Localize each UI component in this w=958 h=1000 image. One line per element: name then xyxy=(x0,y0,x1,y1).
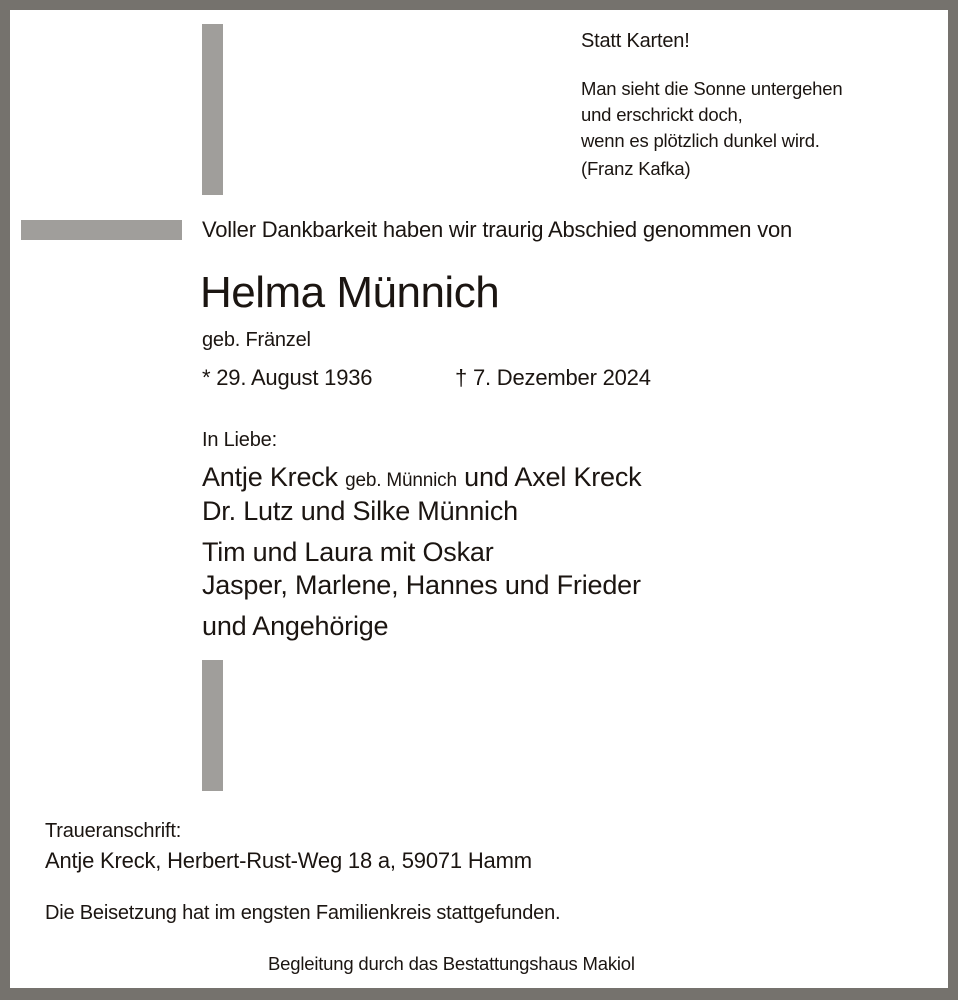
death-date: † 7. Dezember 2024 xyxy=(455,365,651,390)
mourner-line: Jasper, Marlene, Hannes und Frieder xyxy=(202,570,641,600)
address-label: Traueranschrift: xyxy=(45,820,182,842)
burial-note: Die Beisetzung hat im engsten Familienkreis stattgefunden. xyxy=(45,902,561,924)
maiden-name: geb. Fränzel xyxy=(202,329,311,351)
cross-top-bar xyxy=(202,24,223,195)
quote-author: (Franz Kafka) xyxy=(581,158,691,179)
mourner-line: Tim und Laura mit Oskar xyxy=(202,537,494,567)
mourner-maiden-name: geb. Münnich xyxy=(345,470,457,491)
mourner-name: und Axel Kreck xyxy=(464,462,642,492)
mourner-name: Antje Kreck xyxy=(202,462,338,492)
mourners-label: In Liebe: xyxy=(202,429,277,451)
mourner-line: Dr. Lutz und Silke Münnich xyxy=(202,496,518,526)
quote-line: wenn es plötzlich dunkel wird. xyxy=(581,130,820,151)
cross-horizontal-bar xyxy=(21,220,182,240)
cross-bottom-bar xyxy=(202,660,223,791)
quote-line: Man sieht die Sonne untergehen xyxy=(581,78,843,99)
birth-date: * 29. August 1936 xyxy=(202,365,373,390)
mourner-line: und Angehörige xyxy=(202,611,389,641)
mourner-line xyxy=(202,462,641,493)
deceased-name: Helma Münnich xyxy=(200,268,500,317)
address-value: Antje Kreck, Herbert-Rust-Weg 18 a, 59071 Hamm xyxy=(45,848,532,873)
header-note: Statt Karten! xyxy=(581,30,690,52)
quote-line: und erschrickt doch, xyxy=(581,104,743,125)
funeral-home: Begleitung durch das Bestattungshaus Makiol xyxy=(268,953,635,974)
intro-text: Voller Dankbarkeit haben wir traurig Abschied genommen von xyxy=(202,217,793,242)
